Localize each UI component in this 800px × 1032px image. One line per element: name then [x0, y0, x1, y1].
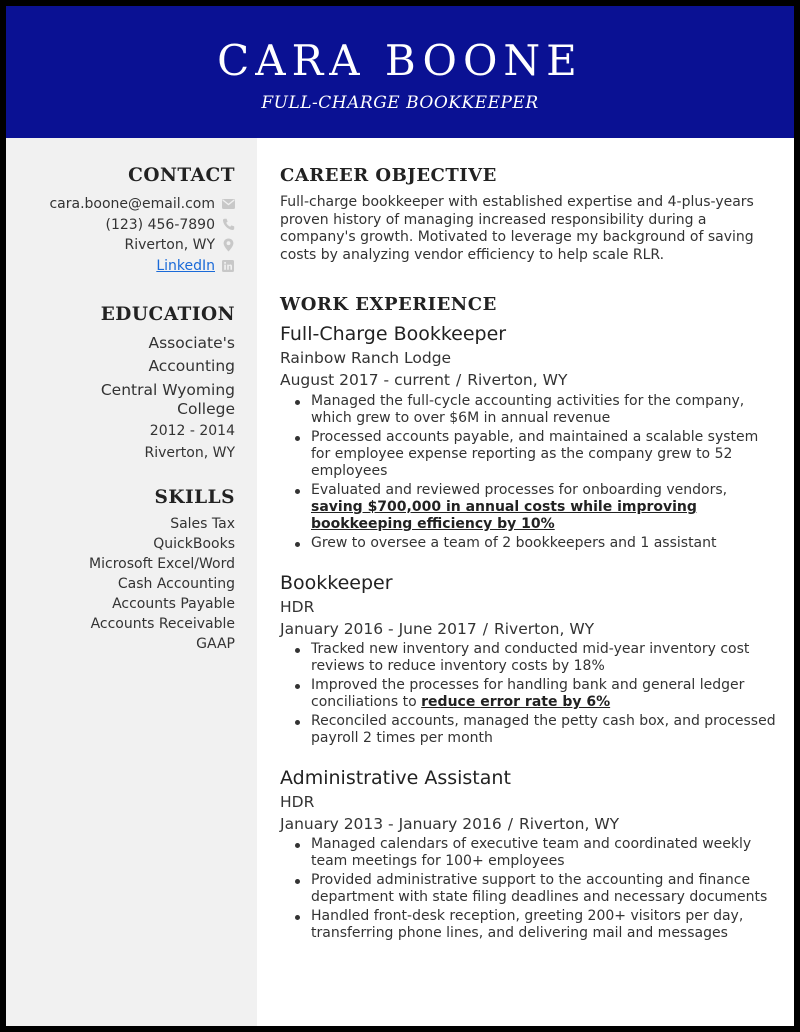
objective-section	[280, 164, 780, 264]
skill-item: Accounts Payable	[112, 596, 235, 612]
experience-heading: WORK EXPERIENCE	[280, 294, 497, 315]
skill-item: QuickBooks	[153, 536, 235, 552]
job-bullets	[280, 836, 780, 942]
job-title: Bookkeeper	[280, 572, 393, 594]
job-company: HDR	[280, 793, 315, 811]
job-title: Full-Charge Bookkeeper	[280, 323, 507, 345]
location-text: Riverton, WY	[124, 237, 215, 253]
job-location: Riverton, WY	[493, 620, 595, 638]
job-company: Rainbow Ranch Lodge	[280, 349, 452, 367]
email-text: cara.boone@email.com	[49, 196, 215, 212]
candidate-job-title: FULL-CHARGE BOOKKEEPER	[261, 93, 539, 113]
bullet-item: Provided administrative support to the accounting and finance department with state filing deadlines and necessary documents	[280, 872, 780, 906]
skills-section	[6, 486, 235, 654]
job-dates-location: January 2013 - January 2016 / Riverton, WY	[280, 815, 620, 833]
linkedin-icon	[221, 259, 235, 273]
phone-icon	[221, 218, 235, 232]
bullet-item	[280, 482, 780, 533]
job-entry	[280, 322, 780, 552]
job-dates-location: January 2016 - June 2017 / Riverton, WY	[280, 620, 595, 638]
bullet-text: Improved the processes for handling bank and general ledger conciliations to	[311, 677, 745, 710]
contact-phone	[6, 215, 235, 236]
bullet-item	[280, 677, 780, 711]
education-dates: 2012 - 2014	[149, 423, 235, 439]
resume-header	[6, 6, 794, 138]
bullet-item: Grew to oversee a team of 2 bookkeepers and 1 assistant	[280, 535, 780, 552]
job-company: HDR	[280, 598, 315, 616]
linkedin-link[interactable]: LinkedIn	[156, 257, 215, 274]
sidebar	[6, 138, 257, 1026]
contact-heading: CONTACT	[128, 165, 235, 186]
job-title: Administrative Assistant	[280, 767, 511, 789]
location-pin-icon	[221, 238, 235, 252]
bullet-item: Managed the full-cycle accounting activities for the company, which grew to over $6M in annual revenue	[280, 393, 780, 427]
resume-page	[6, 6, 794, 1026]
skill-item: Microsoft Excel/Word	[89, 556, 235, 572]
bullet-item: Managed calendars of executive team and coordinated weekly team meetings for 100+ employees	[280, 836, 780, 870]
skill-item: Accounts Receivable	[90, 616, 235, 632]
job-dates-location: August 2017 - current / Riverton, WY	[280, 371, 568, 389]
job-bullets	[280, 641, 780, 747]
education-school: Central Wyoming	[100, 381, 235, 399]
skill-item: GAAP	[196, 636, 235, 652]
bullet-highlight: saving $700,000 in annual costs while improving bookkeeping efficiency by 10%	[311, 499, 697, 532]
envelope-icon	[221, 197, 235, 211]
education-school-line2: College	[177, 400, 235, 418]
skill-item: Sales Tax	[170, 516, 235, 532]
experience-section	[280, 293, 780, 944]
education-location: Riverton, WY	[144, 445, 235, 461]
job-bullets	[280, 393, 780, 552]
contact-linkedin	[6, 256, 235, 277]
bullet-item: Tracked new inventory and conducted mid-year inventory cost reviews to reduce inventory costs by 18%	[280, 641, 780, 675]
education-field: Accounting	[148, 357, 235, 375]
education-heading: EDUCATION	[100, 304, 235, 325]
skills-heading: SKILLS	[154, 487, 235, 508]
objective-text: Full-charge bookkeeper with established expertise and 4-plus-years proven history of managing increased responsibility during a company's growth. Motivated to leverage my background of saving costs by analyzing vendor efficiency to help scale RLR.	[280, 194, 754, 263]
contact-section	[6, 164, 235, 276]
bullet-item: Handled front-desk reception, greeting 200+ visitors per day, transferring phone lines, and delivering mail and messages	[280, 908, 780, 942]
job-entry	[280, 571, 780, 747]
job-entry	[280, 766, 780, 942]
objective-heading: CAREER OBJECTIVE	[280, 165, 497, 186]
bullet-item: Reconciled accounts, managed the petty cash box, and processed payroll 2 times per month	[280, 713, 780, 747]
bullet-highlight: reduce error rate by 6%	[421, 694, 611, 710]
education-degree: Associate's	[148, 334, 235, 352]
job-dates: August 2017 - current	[280, 371, 450, 389]
bullet-item: Processed accounts payable, and maintained a scalable system for employee expense reporting as the company grew to 52 employees	[280, 429, 780, 480]
skill-item: Cash Accounting	[117, 576, 235, 592]
contact-email	[6, 194, 235, 215]
bullet-text: Evaluated and reviewed processes for onboarding vendors,	[311, 482, 728, 498]
job-location: Riverton, WY	[467, 371, 568, 389]
job-dates: January 2013 - January 2016	[280, 815, 502, 833]
candidate-name: CARA BOONE	[217, 36, 583, 85]
contact-location	[6, 235, 235, 256]
job-dates: January 2016 - June 2017	[280, 620, 477, 638]
phone-text: (123) 456-7890	[105, 216, 215, 233]
education-section	[6, 303, 235, 464]
job-location: Riverton, WY	[518, 815, 620, 833]
